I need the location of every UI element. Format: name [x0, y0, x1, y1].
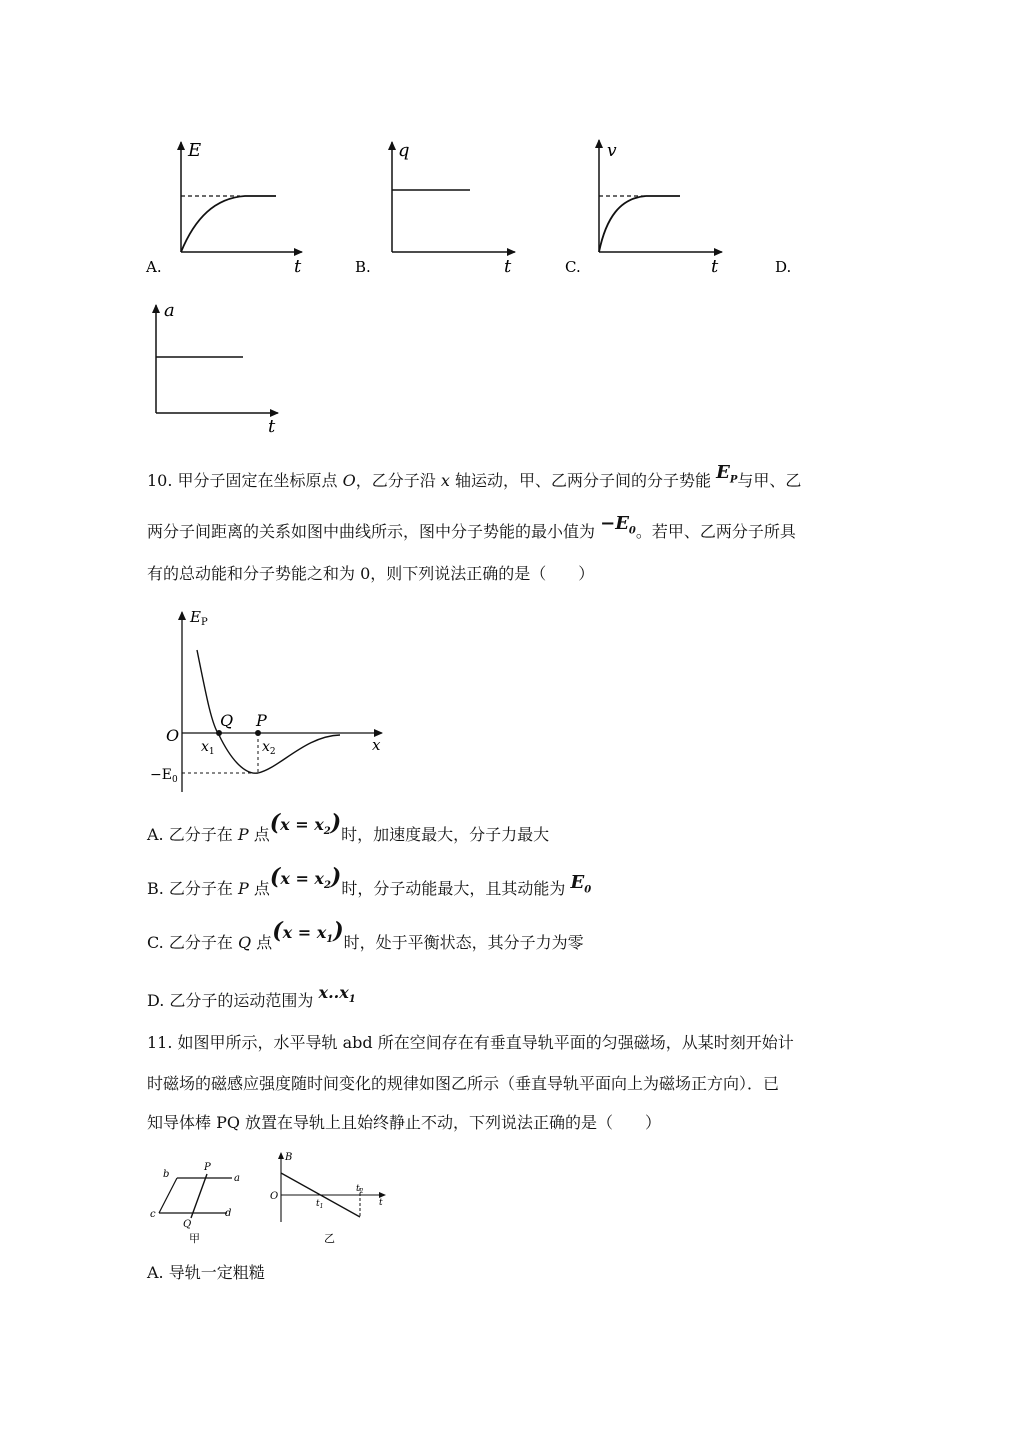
x1-label: $x_1$ [201, 739, 215, 757]
label-t: t [379, 1198, 383, 1208]
graph-d-xlabel: t [268, 416, 276, 437]
min-e0-symbol: $-E_0$ [600, 513, 636, 537]
fig-yi-graph [270, 1152, 385, 1245]
opt-a-eq: $(x = x_2)$ [269, 810, 342, 838]
min-e0-label: $-E_0$ [150, 767, 178, 785]
graph-d [156, 300, 278, 437]
q10-text: 与甲、乙 [737, 471, 802, 490]
graph-b-ylabel: q [398, 140, 410, 161]
q11-line3: 知导体棒 PQ 放置在导轨上且始终静止不动，下列说法正确的是（ ） [147, 1113, 662, 1132]
opt-c-eq: $(x = x_1)$ [272, 918, 344, 946]
opt-text: 时，分子动能最大，且其动能为 [341, 879, 566, 898]
q10-option-c[interactable] [147, 918, 584, 961]
q10-text: 轴运动，甲、乙两分子间的分子势能 [455, 471, 712, 490]
q10-line2 [147, 513, 796, 551]
opt-text: 点 [253, 879, 270, 898]
graph-c [599, 140, 722, 277]
q10-text: 两分子间距离的关系如图中曲线所示，图中分子势能的最小值为 [147, 522, 596, 541]
label-origin: O [270, 1191, 279, 1202]
opt-d-expr: $x..x_1$ [318, 983, 356, 1006]
origin-label: O [166, 726, 180, 745]
q11-option-a[interactable]: A. 导轨一定粗糙 [147, 1263, 265, 1282]
q10-text: ，乙分子沿 [355, 471, 436, 490]
graph-a-xlabel: t [294, 256, 302, 277]
label-p: P [204, 1162, 211, 1173]
q10-line1 [147, 462, 802, 500]
opt-b-e0: $E_0$ [570, 872, 592, 896]
graph-a-ylabel: E [188, 140, 202, 161]
q11-figures [145, 1150, 390, 1250]
opt-point: Q [237, 933, 252, 952]
opt-text: A. 乙分子在 [147, 825, 233, 844]
q10-option-a[interactable] [147, 810, 550, 853]
q10-option-d[interactable] [147, 983, 356, 1019]
fig-jia-rails [150, 1162, 240, 1245]
label-b-axis: B [285, 1152, 293, 1163]
option-a-label: A. [146, 258, 162, 276]
label-a: a [234, 1173, 240, 1184]
graph-c-xlabel: t [711, 256, 719, 277]
opt-text: 点 [256, 933, 273, 952]
graph-d-ylabel: a [164, 300, 175, 321]
fig-yi-caption: 乙 [324, 1232, 335, 1245]
label-q: Q [183, 1219, 192, 1230]
q11-line1: 11. 如图甲所示，水平导轨 abd 所在空间存在有垂直导轨平面的匀强磁场，从某时刻开始计 [147, 1033, 794, 1052]
q10-origin-symbol: O [342, 471, 356, 490]
ep-axis-label: $E_P$ [190, 608, 208, 628]
x2-label: $x_2$ [262, 739, 276, 757]
opt-text: 点 [253, 825, 270, 844]
option-b-label: B. [355, 258, 371, 276]
fig-jia-caption: 甲 [189, 1232, 200, 1245]
q10-line3: 有的总动能和分子势能之和为 0，则下列说法正确的是（ ） [147, 564, 595, 583]
q9-option-graphs [140, 130, 900, 440]
label-b: b [163, 1169, 170, 1180]
point-q-label: Q [220, 711, 234, 730]
q10-x-symbol: x [440, 471, 450, 490]
graph-b-xlabel: t [504, 256, 512, 277]
label-d: d [225, 1208, 232, 1219]
q11-line2: 时磁场的磁感应强度随时间变化的规律如图乙所示（垂直导轨平面向上为磁场正方向）．已 [147, 1074, 780, 1093]
point-p-label: P [256, 711, 267, 730]
opt-text: 时，处于平衡状态，其分子力为零 [343, 933, 584, 952]
label-t2: $t_2$ [356, 1184, 364, 1195]
option-d-label: D. [775, 258, 792, 276]
label-c: c [150, 1209, 156, 1220]
opt-text: B. 乙分子在 [147, 879, 233, 898]
graph-b [392, 140, 515, 277]
q10-text: 。若甲、乙两分子所具 [635, 522, 796, 541]
label-t1: $t_1$ [316, 1199, 324, 1210]
q10-option-b[interactable] [147, 864, 592, 908]
opt-text: D. 乙分子的运动范围为 [147, 991, 314, 1010]
q10-ep-graph [150, 600, 390, 800]
ep-symbol: $E_P$ [716, 462, 738, 486]
q10-text: 10. 甲分子固定在坐标原点 [147, 471, 338, 490]
option-c-label: C. [565, 258, 581, 276]
opt-b-eq: $(x = x_2)$ [269, 864, 342, 892]
opt-text: 时，加速度最大，分子力最大 [341, 825, 550, 844]
opt-point: P [238, 879, 249, 898]
x-axis-label: x [372, 736, 381, 754]
opt-text: C. 乙分子在 [147, 933, 233, 952]
graph-a [181, 140, 302, 277]
opt-point: P [237, 825, 249, 844]
graph-c-ylabel: v [607, 141, 617, 161]
